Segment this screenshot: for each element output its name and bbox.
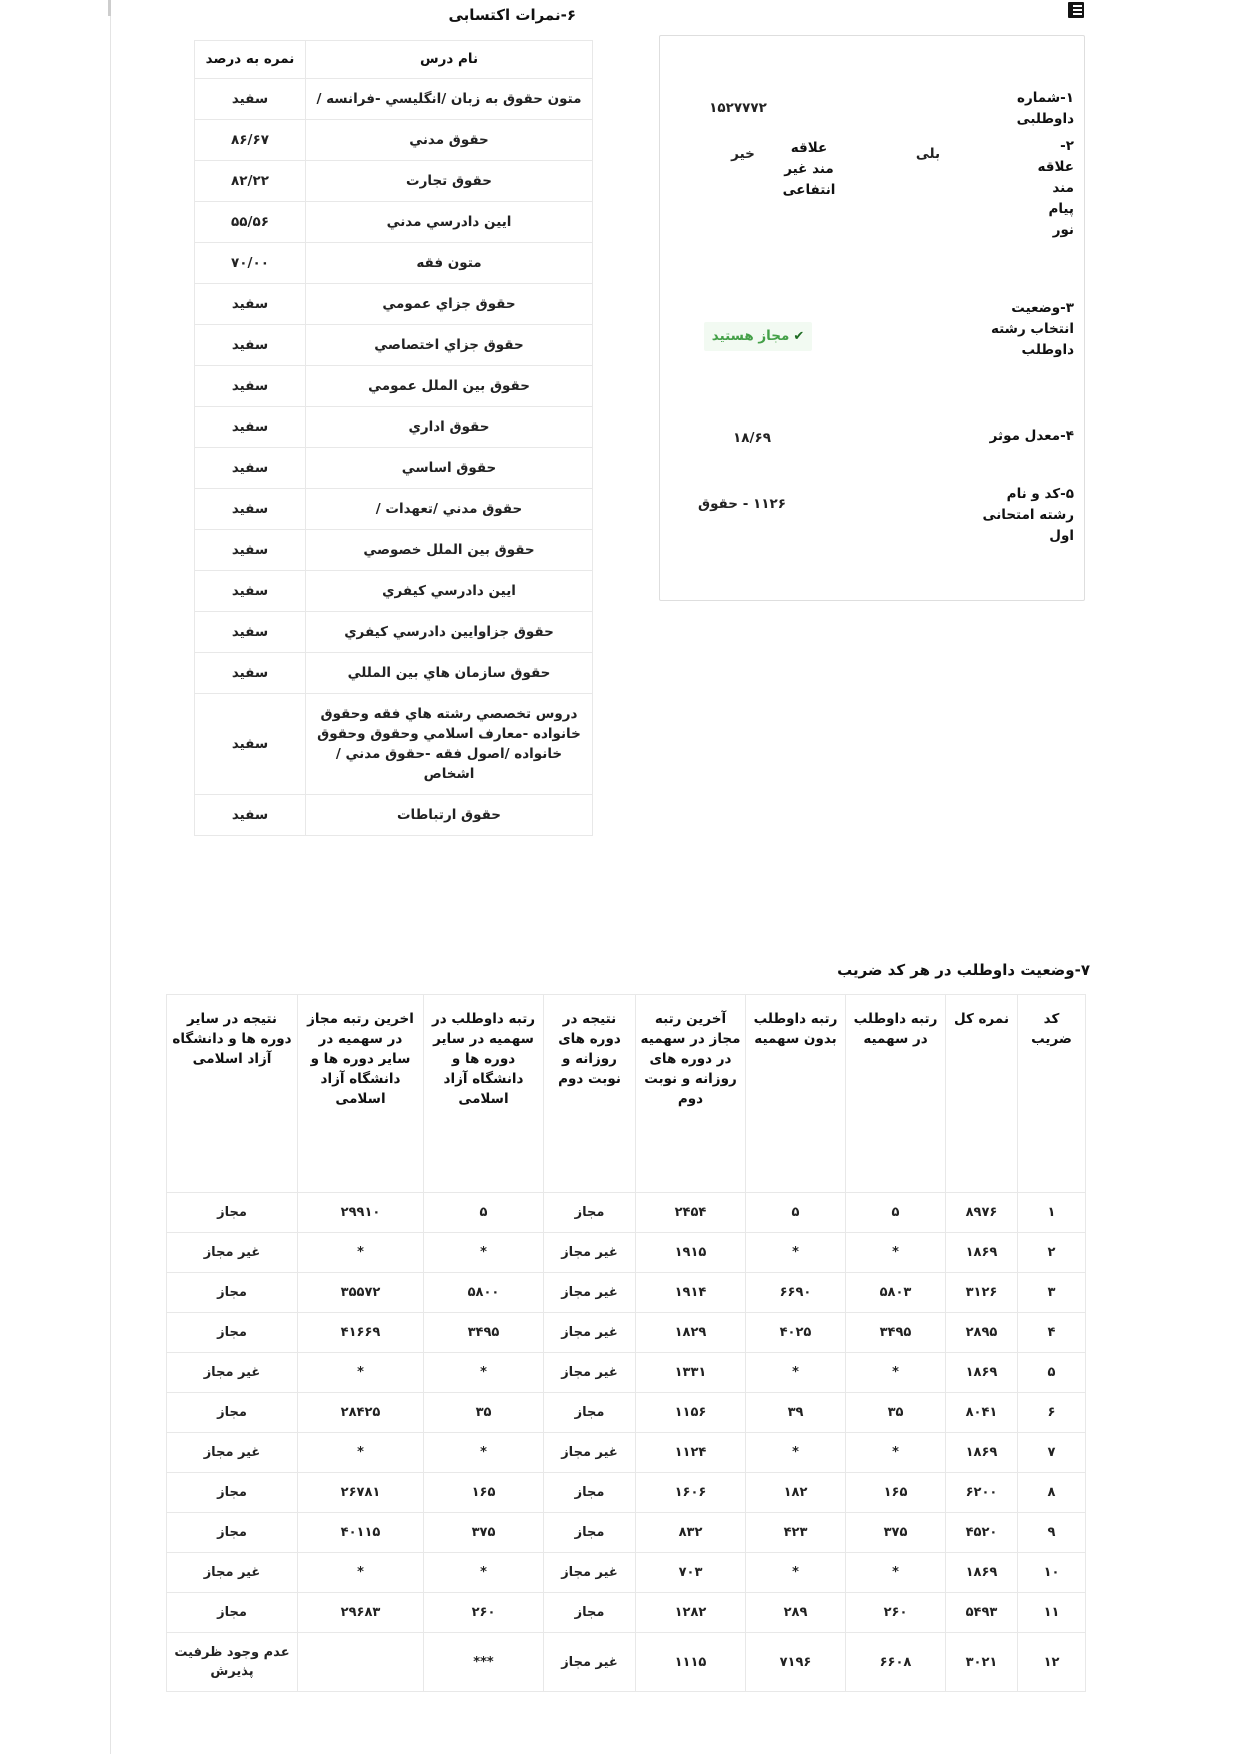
coef-row bbox=[167, 1593, 1086, 1633]
candidate-number-label: ۱-شماره داوطلبی bbox=[1016, 90, 1074, 127]
coef-cell: ۲۶۰ bbox=[846, 1593, 946, 1633]
grade-row bbox=[195, 571, 593, 612]
coef-cell: غیر مجاز bbox=[544, 1353, 636, 1393]
coef-cell: ۴۰۱۱۵ bbox=[298, 1513, 424, 1553]
coef-cell: ۳ bbox=[1018, 1273, 1086, 1313]
coef-cell: ۶۲۰۰ bbox=[946, 1473, 1018, 1513]
course-name: ايين دادرسي كيفري bbox=[306, 571, 593, 612]
coef-cell: * bbox=[846, 1233, 946, 1273]
coef-cell: * bbox=[846, 1433, 946, 1473]
field-code-label: ۵-کد و نام رشته امتحانی اول bbox=[982, 486, 1074, 544]
course-score: سفید bbox=[195, 530, 306, 571]
coef-cell: * bbox=[424, 1353, 544, 1393]
coef-cell: * bbox=[298, 1553, 424, 1593]
course-score: سفید bbox=[195, 653, 306, 694]
coef-cell: * bbox=[424, 1233, 544, 1273]
course-name: حقوق بين الملل عمومي bbox=[306, 366, 593, 407]
coef-row bbox=[167, 1393, 1086, 1433]
course-name: حقوق ارتباطات bbox=[306, 795, 593, 836]
coef-cell: ۸۳۲ bbox=[636, 1513, 746, 1553]
coef-cell: مجاز bbox=[167, 1593, 298, 1633]
coef-column-header: رتبه داوطلب در سهمیه bbox=[846, 995, 946, 1193]
coef-cell: مجاز bbox=[544, 1193, 636, 1233]
coef-cell: ۱۶۵ bbox=[424, 1473, 544, 1513]
coef-row bbox=[167, 1313, 1086, 1353]
coefficient-status-table bbox=[166, 994, 1086, 1692]
coef-column-header: نمره کل bbox=[946, 995, 1018, 1193]
coef-column-header: آخرین رتبه مجاز در سهمیه در دوره های روزانه و نوبت دوم bbox=[636, 995, 746, 1193]
coef-cell: ۱۸۶۹ bbox=[946, 1353, 1018, 1393]
coef-cell: ۷۰۳ bbox=[636, 1553, 746, 1593]
coef-cell: غیر مجاز bbox=[167, 1553, 298, 1593]
grade-row bbox=[195, 795, 593, 836]
grade-row bbox=[195, 202, 593, 243]
page-left-border bbox=[110, 0, 111, 1754]
coef-cell: ۳۱۲۶ bbox=[946, 1273, 1018, 1313]
coef-cell: عدم وجود ظرفیت پذیرش bbox=[167, 1633, 298, 1692]
coef-cell: ۶۶۹۰ bbox=[746, 1273, 846, 1313]
course-name: دروس تخصصي رشته هاي فقه وحقوق خانواده -معارف اسلامي وحقوق وحقوق خانواده /اصول فقه -حقوق مدني /اشخاص bbox=[306, 694, 593, 795]
selection-status-label: ۳-وضعیت انتخاب رشته داوطلب bbox=[990, 300, 1074, 358]
coef-cell: ۱۸۲ bbox=[746, 1473, 846, 1513]
page-left-border-tick bbox=[108, 0, 111, 16]
coef-cell: ۲ bbox=[1018, 1233, 1086, 1273]
coef-cell: غیر مجاز bbox=[544, 1433, 636, 1473]
coef-cell: مجاز bbox=[167, 1513, 298, 1553]
coef-cell: ۱ bbox=[1018, 1193, 1086, 1233]
table-icon-bar bbox=[1073, 9, 1082, 11]
coef-cell: ۳۴۹۵ bbox=[424, 1313, 544, 1353]
grade-row bbox=[195, 489, 593, 530]
coef-column-header: اخرین رتبه مجاز در سهمیه در سایر دوره ها و دانشگاه آزاد اسلامی bbox=[298, 995, 424, 1193]
coef-row bbox=[167, 1273, 1086, 1313]
coef-cell: *** bbox=[424, 1633, 544, 1692]
course-score: سفید bbox=[195, 795, 306, 836]
coef-row bbox=[167, 1633, 1086, 1692]
coef-cell: ۱۸۶۹ bbox=[946, 1553, 1018, 1593]
coef-cell: ۵۴۹۳ bbox=[946, 1593, 1018, 1633]
coef-column-header: نتیجه در سایر دوره ها و دانشگاه آزاد اسلامی bbox=[167, 995, 298, 1193]
coef-cell: ۱۶۵ bbox=[846, 1473, 946, 1513]
coef-cell: ۱۱ bbox=[1018, 1593, 1086, 1633]
coef-row bbox=[167, 1473, 1086, 1513]
table-icon-bar bbox=[1073, 5, 1082, 7]
coef-cell: * bbox=[298, 1233, 424, 1273]
coef-cell: ۱۱۲۴ bbox=[636, 1433, 746, 1473]
coef-cell: ۳۷۵ bbox=[846, 1513, 946, 1553]
coef-cell: ۳۵۵۷۲ bbox=[298, 1273, 424, 1313]
grade-row bbox=[195, 161, 593, 202]
course-name: حقوق تجارت bbox=[306, 161, 593, 202]
grade-row bbox=[195, 612, 593, 653]
course-name: حقوق جزاي عمومي bbox=[306, 284, 593, 325]
coef-cell: ۹ bbox=[1018, 1513, 1086, 1553]
coef-column-header: کد ضریب bbox=[1018, 995, 1086, 1193]
course-score: سفید bbox=[195, 694, 306, 795]
coef-cell: ۸۹۷۶ bbox=[946, 1193, 1018, 1233]
grade-row bbox=[195, 243, 593, 284]
course-score: سفید bbox=[195, 79, 306, 120]
course-score: سفید bbox=[195, 325, 306, 366]
coef-cell: * bbox=[298, 1353, 424, 1393]
coef-cell: ۲۸۹ bbox=[746, 1593, 846, 1633]
coef-cell: غیر مجاز bbox=[544, 1233, 636, 1273]
coef-cell: ۷۱۹۶ bbox=[746, 1633, 846, 1692]
coef-cell: ۸ bbox=[1018, 1473, 1086, 1513]
coef-cell: ۵ bbox=[846, 1193, 946, 1233]
coef-row bbox=[167, 1433, 1086, 1473]
coef-cell: ۳۰۲۱ bbox=[946, 1633, 1018, 1692]
course-name: ايين دادرسي مدني bbox=[306, 202, 593, 243]
grades-header-score: نمره به درصد bbox=[195, 41, 306, 79]
coef-cell: ۱۸۶۹ bbox=[946, 1233, 1018, 1273]
course-score: سفید bbox=[195, 448, 306, 489]
coef-cell: مجاز bbox=[167, 1393, 298, 1433]
payamnoor-interest-value: بلی bbox=[915, 146, 941, 162]
coef-cell: ۴۱۶۶۹ bbox=[298, 1313, 424, 1353]
coef-cell: مجاز bbox=[167, 1193, 298, 1233]
grade-row bbox=[195, 448, 593, 489]
coef-row bbox=[167, 1193, 1086, 1233]
grade-row bbox=[195, 325, 593, 366]
coef-cell: ۲۶۷۸۱ bbox=[298, 1473, 424, 1513]
candidate-number-value: ۱۵۲۷۷۷۲ bbox=[709, 100, 767, 116]
status-text: مجاز هستید bbox=[711, 328, 790, 344]
course-name: حقوق سازمان هاي بين المللي bbox=[306, 653, 593, 694]
candidate-info-panel bbox=[659, 35, 1085, 601]
grades-header-course: نام درس bbox=[306, 41, 593, 79]
course-score: ۵۵/۵۶ bbox=[195, 202, 306, 243]
grade-row bbox=[195, 694, 593, 795]
effective-gpa-label: ۴-معدل موثر bbox=[989, 428, 1074, 444]
course-score: سفید bbox=[195, 407, 306, 448]
coef-cell: غیر مجاز bbox=[167, 1353, 298, 1393]
coef-cell: مجاز bbox=[167, 1473, 298, 1513]
course-name: حقوق جزاوايين دادرسي كيفري bbox=[306, 612, 593, 653]
coef-cell: * bbox=[424, 1433, 544, 1473]
effective-gpa-value: ۱۸/۶۹ bbox=[733, 430, 771, 446]
coef-cell: ۲۸۹۵ bbox=[946, 1313, 1018, 1353]
coef-cell: ۱۱۱۵ bbox=[636, 1633, 746, 1692]
course-name: حقوق مدني bbox=[306, 120, 593, 161]
course-name: حقوق اساسي bbox=[306, 448, 593, 489]
nonprofit-interest-value: خیر bbox=[731, 146, 755, 162]
course-score: سفید bbox=[195, 612, 306, 653]
coef-cell: ۴۰۲۵ bbox=[746, 1313, 846, 1353]
course-score: ۸۲/۲۲ bbox=[195, 161, 306, 202]
coef-cell: * bbox=[746, 1233, 846, 1273]
coef-cell: ۳۴۹۵ bbox=[846, 1313, 946, 1353]
course-name: حقوق بين الملل خصوصي bbox=[306, 530, 593, 571]
grades-header-row bbox=[195, 41, 593, 79]
coef-cell: ۴ bbox=[1018, 1313, 1086, 1353]
course-score: سفید bbox=[195, 366, 306, 407]
grade-row bbox=[195, 284, 593, 325]
coef-cell: * bbox=[746, 1433, 846, 1473]
coef-cell: ۳۹ bbox=[746, 1393, 846, 1433]
grades-table bbox=[194, 40, 593, 836]
grade-row bbox=[195, 79, 593, 120]
coef-cell: ۳۵ bbox=[424, 1393, 544, 1433]
coef-cell: ۷ bbox=[1018, 1433, 1086, 1473]
coef-cell: * bbox=[846, 1353, 946, 1393]
coef-cell: ۶ bbox=[1018, 1393, 1086, 1433]
grade-row bbox=[195, 653, 593, 694]
coef-row bbox=[167, 1353, 1086, 1393]
coef-row bbox=[167, 1553, 1086, 1593]
nonprofit-interest-label: علاقه مند غیر انتفاعی bbox=[782, 140, 836, 198]
coef-cell bbox=[298, 1633, 424, 1692]
course-name: حقوق مدني /تعهدات / bbox=[306, 489, 593, 530]
coef-cell: ۲۹۹۱۰ bbox=[298, 1193, 424, 1233]
payamnoor-interest-label: ۲-علاقه مند پیام نور bbox=[1037, 138, 1074, 238]
coef-cell: ۴۵۲۰ bbox=[946, 1513, 1018, 1553]
coef-cell: ۱۹۱۵ bbox=[636, 1233, 746, 1273]
grade-row bbox=[195, 120, 593, 161]
coef-cell: ۵ bbox=[746, 1193, 846, 1233]
coef-cell: مجاز bbox=[544, 1593, 636, 1633]
coef-cell: ۵ bbox=[424, 1193, 544, 1233]
course-name: حقوق جزاي اختصاصي bbox=[306, 325, 593, 366]
course-name: متون حقوق به زبان /انگليسي -فرانسه / bbox=[306, 79, 593, 120]
coef-cell: ۱۸۲۹ bbox=[636, 1313, 746, 1353]
course-score: سفید bbox=[195, 284, 306, 325]
coef-column-header: رتبه داوطلب در سهمیه در سایر دوره ها و دانشگاه آزاد اسلامی bbox=[424, 995, 544, 1193]
coef-cell: ۲۶۰ bbox=[424, 1593, 544, 1633]
coefficient-header-row bbox=[167, 995, 1086, 1193]
coef-cell: غیر مجاز bbox=[544, 1633, 636, 1692]
coef-cell: ۱۲ bbox=[1018, 1633, 1086, 1692]
coef-cell: ۴۲۳ bbox=[746, 1513, 846, 1553]
coef-cell: ۱۳۳۱ bbox=[636, 1353, 746, 1393]
coef-cell: ۲۸۴۲۵ bbox=[298, 1393, 424, 1433]
coef-cell: ۱۱۵۶ bbox=[636, 1393, 746, 1433]
coef-cell: ۳۵ bbox=[846, 1393, 946, 1433]
coef-cell: * bbox=[846, 1553, 946, 1593]
coef-cell: غیر مجاز bbox=[544, 1313, 636, 1353]
coef-row bbox=[167, 1513, 1086, 1553]
grade-row bbox=[195, 407, 593, 448]
coef-cell: ۲۹۶۸۳ bbox=[298, 1593, 424, 1633]
coef-cell: ۱۰ bbox=[1018, 1553, 1086, 1593]
coef-cell: غیر مجاز bbox=[544, 1273, 636, 1313]
coef-cell: ۱۶۰۶ bbox=[636, 1473, 746, 1513]
course-score: ۷۰/۰۰ bbox=[195, 243, 306, 284]
coef-cell: ۱۲۸۲ bbox=[636, 1593, 746, 1633]
coef-cell: ۲۴۵۴ bbox=[636, 1193, 746, 1233]
course-score: سفید bbox=[195, 489, 306, 530]
coef-cell: ۵۸۰۰ bbox=[424, 1273, 544, 1313]
coef-cell: مجاز bbox=[167, 1313, 298, 1353]
coef-cell: مجاز bbox=[544, 1513, 636, 1553]
section7-title: ۷-وضعیت داوطلب در هر کد ضریب bbox=[837, 961, 1090, 979]
coef-row bbox=[167, 1233, 1086, 1273]
table-icon-bar bbox=[1073, 13, 1082, 15]
coef-cell: غیر مجاز bbox=[167, 1233, 298, 1273]
coef-cell: * bbox=[746, 1553, 846, 1593]
grade-row bbox=[195, 366, 593, 407]
coef-cell: ۵۸۰۳ bbox=[846, 1273, 946, 1313]
check-icon: ✔ bbox=[793, 329, 805, 344]
coef-cell: ۱۸۶۹ bbox=[946, 1433, 1018, 1473]
coef-cell: ۸۰۴۱ bbox=[946, 1393, 1018, 1433]
field-code-value: ۱۱۲۶ - حقوق bbox=[698, 496, 786, 512]
coef-cell: ۳۷۵ bbox=[424, 1513, 544, 1553]
coef-cell: مجاز bbox=[544, 1393, 636, 1433]
course-name: متون فقه bbox=[306, 243, 593, 284]
coef-cell: ۶۶۰۸ bbox=[846, 1633, 946, 1692]
coef-column-header: رتبه داوطلب بدون سهمیه bbox=[746, 995, 846, 1193]
table-icon[interactable] bbox=[1068, 2, 1084, 18]
coef-cell: غیر مجاز bbox=[544, 1553, 636, 1593]
course-score: ۸۶/۶۷ bbox=[195, 120, 306, 161]
coef-cell: مجاز bbox=[544, 1473, 636, 1513]
coef-cell: * bbox=[746, 1353, 846, 1393]
grade-row bbox=[195, 530, 593, 571]
coef-column-header: نتیجه در دوره های روزانه و نوبت دوم bbox=[544, 995, 636, 1193]
selection-status-value bbox=[688, 322, 828, 351]
course-name: حقوق اداري bbox=[306, 407, 593, 448]
coef-cell: مجاز bbox=[167, 1273, 298, 1313]
coef-cell: غیر مجاز bbox=[167, 1433, 298, 1473]
section6-title: ۶-نمرات اکتسابی bbox=[448, 6, 576, 24]
coef-cell: ۵ bbox=[1018, 1353, 1086, 1393]
coef-cell: ۱۹۱۴ bbox=[636, 1273, 746, 1313]
status-badge bbox=[704, 322, 812, 351]
course-score: سفید bbox=[195, 571, 306, 612]
coef-cell: * bbox=[424, 1553, 544, 1593]
coef-cell: * bbox=[298, 1433, 424, 1473]
